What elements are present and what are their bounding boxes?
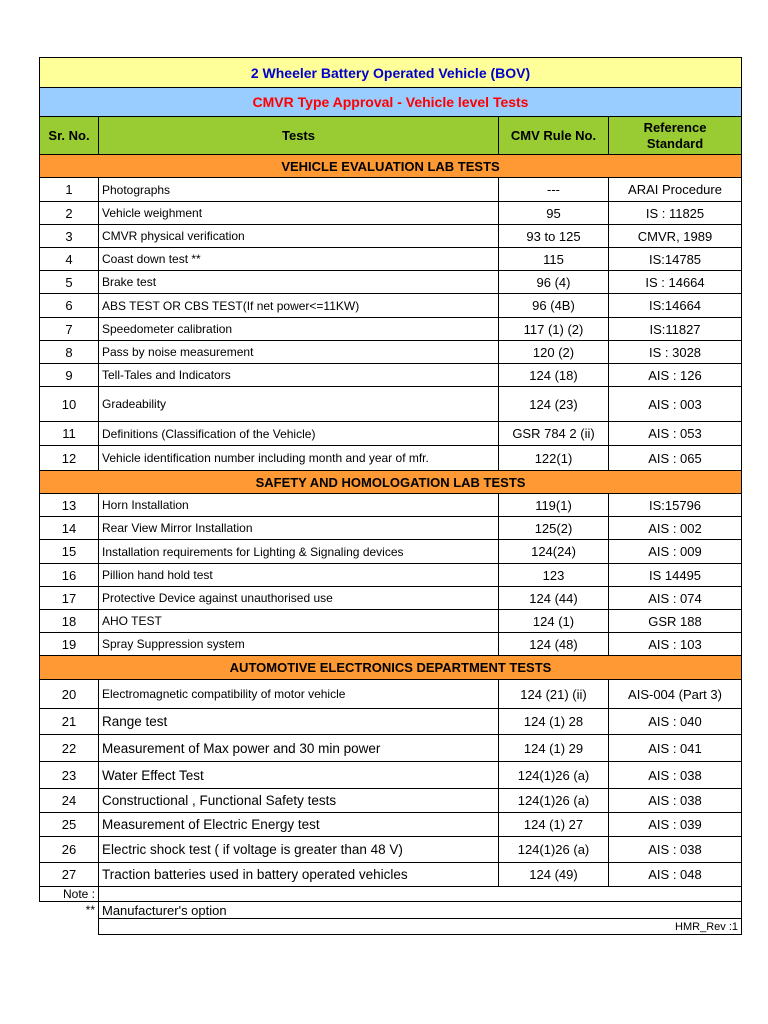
sr-cell: 21 [40, 709, 99, 735]
sr-cell: 9 [40, 364, 99, 387]
cmv-rule-cell: 124 (18) [499, 364, 609, 387]
test-name-cell: Pillion hand hold test [99, 564, 499, 587]
sr-cell: 1 [40, 178, 99, 202]
table-row [40, 318, 742, 341]
table-row [40, 540, 742, 564]
sr-cell: 25 [40, 813, 99, 837]
reference-standard-cell: CMVR, 1989 [609, 225, 742, 248]
table-row [40, 225, 742, 248]
table-row [40, 446, 742, 471]
sr-cell: 4 [40, 248, 99, 271]
test-name-cell: AHO TEST [99, 610, 499, 633]
table-row [40, 837, 742, 863]
sr-cell: 6 [40, 294, 99, 318]
reference-standard-cell: AIS : 038 [609, 837, 742, 863]
sr-cell: 23 [40, 762, 99, 789]
column-header-rule: CMV Rule No. [499, 117, 609, 155]
sr-cell: 14 [40, 517, 99, 540]
sr-cell: 26 [40, 837, 99, 863]
cmv-rule-cell: 124(24) [499, 540, 609, 564]
reference-standard-cell: AIS : 041 [609, 735, 742, 762]
sr-cell: 11 [40, 422, 99, 446]
test-table [39, 57, 742, 935]
reference-standard-cell: ARAI Procedure [609, 178, 742, 202]
test-name-cell: Water Effect Test [99, 762, 499, 789]
table-row [40, 422, 742, 446]
test-name-cell: Installation requirements for Lighting & Signaling devices [99, 540, 499, 564]
sr-cell: 8 [40, 341, 99, 364]
reference-standard-cell: AIS-004 (Part 3) [609, 680, 742, 709]
table-row [40, 813, 742, 837]
cmv-rule-cell: --- [499, 178, 609, 202]
sr-cell: 17 [40, 587, 99, 610]
test-name-cell: Protective Device against unauthorised use [99, 587, 499, 610]
reference-standard-cell: IS : 14664 [609, 271, 742, 294]
reference-standard-cell: AIS : 003 [609, 387, 742, 422]
column-header-ref-line2: Standard [646, 135, 704, 151]
sr-cell: 18 [40, 610, 99, 633]
subtitle-row [40, 88, 742, 117]
column-header-sr: Sr. No. [40, 117, 99, 155]
cmv-rule-cell: 124 (21) (ii) [499, 680, 609, 709]
table-row [40, 364, 742, 387]
cmv-rule-cell: 124 (23) [499, 387, 609, 422]
sr-cell: 2 [40, 202, 99, 225]
reference-standard-cell: IS : 11825 [609, 202, 742, 225]
cmv-rule-cell: 124 (1) 28 [499, 709, 609, 735]
cmv-rule-cell: 122(1) [499, 446, 609, 471]
section-header-row [40, 155, 742, 178]
cmv-rule-cell: 124(1)26 (a) [499, 837, 609, 863]
reference-standard-cell: IS:11827 [609, 318, 742, 341]
reference-standard-cell: AIS : 002 [609, 517, 742, 540]
cmv-rule-cell: 119(1) [499, 494, 609, 517]
cmv-rule-cell: 96 (4) [499, 271, 609, 294]
sr-cell: 22 [40, 735, 99, 762]
cmv-rule-cell: 93 to 125 [499, 225, 609, 248]
sr-cell: 20 [40, 680, 99, 709]
cmv-rule-cell: 115 [499, 248, 609, 271]
test-name-cell: Traction batteries used in battery operated vehicles [99, 863, 499, 887]
revision-blank [40, 919, 99, 935]
reference-standard-cell: IS:15796 [609, 494, 742, 517]
note-marker: ** [85, 903, 95, 918]
test-name-cell: Spray Suppression system [99, 633, 499, 656]
table-row [40, 271, 742, 294]
cmv-rule-cell: 125(2) [499, 517, 609, 540]
sr-cell: 16 [40, 564, 99, 587]
sr-cell: 24 [40, 789, 99, 813]
test-name-cell: Photographs [99, 178, 499, 202]
table-row [40, 387, 742, 422]
cmv-rule-cell: 124 (1) [499, 610, 609, 633]
test-name-cell: Electromagnetic compatibility of motor vehicle [99, 680, 499, 709]
test-name-cell: CMVR physical verification [99, 225, 499, 248]
revision-row [40, 919, 742, 935]
table-row [40, 341, 742, 364]
table-row [40, 789, 742, 813]
table-row [40, 202, 742, 225]
table-row [40, 735, 742, 762]
note-blank [99, 887, 742, 902]
cmv-rule-cell: 124(1)26 (a) [499, 762, 609, 789]
reference-standard-cell: AIS : 038 [609, 762, 742, 789]
cmv-rule-cell: 124 (48) [499, 633, 609, 656]
cmv-rule-cell: 96 (4B) [499, 294, 609, 318]
section-title: VEHICLE EVALUATION LAB TESTS [40, 155, 742, 178]
table-row [40, 610, 742, 633]
page-subtitle: CMVR Type Approval - Vehicle level Tests [40, 88, 742, 117]
test-name-cell: Gradeability [99, 387, 499, 422]
table-row [40, 633, 742, 656]
sr-cell: 12 [40, 446, 99, 471]
cmv-rule-cell: 117 (1) (2) [499, 318, 609, 341]
reference-standard-cell: IS:14664 [609, 294, 742, 318]
reference-standard-cell: AIS : 103 [609, 633, 742, 656]
test-table-body [40, 58, 742, 935]
test-name-cell: Pass by noise measurement [99, 341, 499, 364]
column-header-tests: Tests [99, 117, 499, 155]
reference-standard-cell: AIS : 009 [609, 540, 742, 564]
cmv-rule-cell: 124 (1) 29 [499, 735, 609, 762]
section-title: SAFETY AND HOMOLOGATION LAB TESTS [40, 471, 742, 494]
reference-standard-cell: AIS : 038 [609, 789, 742, 813]
reference-standard-cell: IS 14495 [609, 564, 742, 587]
test-name-cell: Rear View Mirror Installation [99, 517, 499, 540]
cmv-rule-cell: 95 [499, 202, 609, 225]
section-header-row [40, 471, 742, 494]
table-row [40, 709, 742, 735]
test-name-cell: Brake test [99, 271, 499, 294]
cmv-rule-cell: 124 (1) 27 [499, 813, 609, 837]
section-header-row [40, 656, 742, 680]
table-row [40, 178, 742, 202]
table-row [40, 494, 742, 517]
column-header-row [40, 117, 742, 155]
sr-cell: 5 [40, 271, 99, 294]
note-label: Note : [40, 887, 99, 902]
test-name-cell: Speedometer calibration [99, 318, 499, 341]
page-title: 2 Wheeler Battery Operated Vehicle (BOV) [40, 58, 742, 88]
sr-cell: 27 [40, 863, 99, 887]
note-text: Manufacturer's option [99, 902, 742, 919]
test-name-cell: Coast down test ** [99, 248, 499, 271]
cmv-rule-cell: 123 [499, 564, 609, 587]
cmv-rule-cell: 124 (49) [499, 863, 609, 887]
sr-cell: 15 [40, 540, 99, 564]
table-row [40, 564, 742, 587]
test-name-cell: ABS TEST OR CBS TEST(If net power<=11KW) [99, 294, 499, 318]
cmv-rule-cell: 120 (2) [499, 341, 609, 364]
sr-cell: 10 [40, 387, 99, 422]
test-name-cell: Vehicle weighment [99, 202, 499, 225]
test-name-cell: Vehicle identification number including month and year of mfr. [99, 446, 499, 471]
cmv-rule-cell: GSR 784 2 (ii) [499, 422, 609, 446]
reference-standard-cell: AIS : 039 [609, 813, 742, 837]
note-row [40, 887, 742, 902]
test-name-cell: Horn Installation [99, 494, 499, 517]
reference-standard-cell: AIS : 074 [609, 587, 742, 610]
test-name-cell: Measurement of Electric Energy test [99, 813, 499, 837]
table-row [40, 294, 742, 318]
table-row [40, 762, 742, 789]
sr-cell: 13 [40, 494, 99, 517]
reference-standard-cell: AIS : 065 [609, 446, 742, 471]
test-name-cell: Electric shock test ( if voltage is greater than 48 V) [99, 837, 499, 863]
sr-cell: 3 [40, 225, 99, 248]
cmv-rule-cell: 124 (44) [499, 587, 609, 610]
column-header-ref-line1: Reference [643, 119, 707, 135]
test-name-cell: Range test [99, 709, 499, 735]
reference-standard-cell: AIS : 053 [609, 422, 742, 446]
reference-standard-cell: AIS : 040 [609, 709, 742, 735]
table-row [40, 587, 742, 610]
table-row [40, 680, 742, 709]
title-row [40, 58, 742, 88]
section-title: AUTOMOTIVE ELECTRONICS DEPARTMENT TESTS [40, 656, 742, 680]
revision-label: HMR_Rev :1 [99, 919, 742, 935]
table-row [40, 863, 742, 887]
sr-cell: 7 [40, 318, 99, 341]
table-row [40, 517, 742, 540]
sr-cell: 19 [40, 633, 99, 656]
reference-standard-cell: AIS : 126 [609, 364, 742, 387]
column-header-ref [609, 117, 742, 155]
cmv-rule-cell: 124(1)26 (a) [499, 789, 609, 813]
test-name-cell: Tell-Tales and Indicators [99, 364, 499, 387]
note-text-row [40, 902, 742, 919]
reference-standard-cell: GSR 188 [609, 610, 742, 633]
reference-standard-cell: AIS : 048 [609, 863, 742, 887]
test-name-cell: Constructional , Functional Safety tests [99, 789, 499, 813]
test-name-cell: Measurement of Max power and 30 min power [99, 735, 499, 762]
reference-standard-cell: IS : 3028 [609, 341, 742, 364]
reference-standard-cell: IS:14785 [609, 248, 742, 271]
test-name-cell: Definitions (Classification of the Vehicle) [99, 422, 499, 446]
table-row [40, 248, 742, 271]
